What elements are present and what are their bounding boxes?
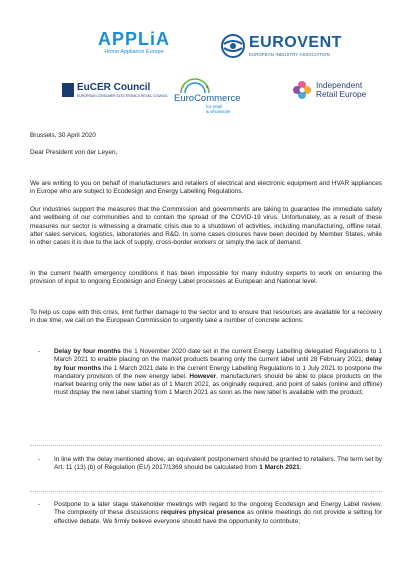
eurocommerce-logo-word: EuroCommerce [174, 93, 241, 104]
eucer-logo-word: EuCER Council [77, 82, 151, 93]
eurocommerce-logo-subtitle-2: & wholesale [206, 109, 231, 114]
salutation-text: Dear President von der Leyen, [30, 149, 118, 156]
action-3-strong-1: requires physical presence [160, 509, 245, 517]
applia-logo-subtitle: Home Appliance Europe [104, 49, 164, 55]
eucer-mark-icon [62, 83, 74, 97]
paragraph-1 [30, 180, 382, 197]
bullet-marker-1: - [38, 348, 41, 355]
eurovent-logo [220, 33, 342, 59]
action-item-2 [54, 456, 382, 473]
paragraph-2 [30, 206, 382, 247]
eucer-logo [62, 82, 168, 98]
action-item-1 [54, 348, 382, 398]
separator-1 [30, 445, 382, 446]
eurocommerce-arc-icon [178, 78, 212, 94]
ire-flower-icon [292, 80, 312, 100]
action-1-text-3: , manufacturers should be able to place products on the market bearing only the new label as of 1 March 2021, as originally required, and point of sales (online and offline) must display the new label starting from 1 March 2021 as soon as the new label is available with the product; [54, 372, 382, 397]
action-1-strong-1: Delay by four months [54, 348, 121, 355]
independent-retail-europe-logo [292, 80, 366, 100]
action-3-text-2: as online meetings do not provide a setting for effective debate. We firmly believe everyone should have the opportunity to contribute; [54, 509, 383, 525]
paragraph-3 [30, 270, 382, 287]
action-1-strong-3: However [189, 372, 217, 380]
action-1-strong-2: delay by four months [54, 356, 382, 372]
place-date-text: Brussels, 30 April 2020 [30, 132, 96, 139]
action-2-text-2: ; [299, 464, 302, 472]
bullet-marker-3: - [38, 501, 41, 508]
action-2-strong-1: 1 March 2021 [259, 464, 300, 472]
eurocommerce-logo-subtitle-1: for retail [206, 104, 223, 109]
eucer-logo-subtitle: EUROPEAN CONSUMER ELECTRONICS RETAIL COUNCIL [77, 94, 168, 98]
paragraph-4 [30, 309, 382, 326]
applia-logo [86, 30, 182, 55]
place-date [30, 132, 382, 140]
eurovent-logo-subtitle: EUROPEAN INDUSTRY ASSOCIATION [249, 52, 330, 57]
action-2-text-1: In line with the delay mentioned above, an equivalent postponement should be granted to retailers. The term set by Art. 11 (13) (b) of Regulation (EU) 2017/1369 should be calculated from [54, 456, 382, 472]
separator-2 [30, 491, 382, 492]
paragraph-1-text: We are writing to you on behalf of manufacturers and retailers of electrical and electronic equipment and HVAR appliances in Europe who are subject to Ecodesign and Energy Labelling Regulations. [30, 180, 382, 196]
action-3-text-1: Postpone to a later stage stakeholder meetings with regard to the ongoing Ecodesign and Energy Label review. The complexity of these discussions [54, 501, 382, 517]
paragraph-3-text: In the current health emergency conditions it has been impossible for many industry experts to work on ensuring the provision of input to ongoing Ecodesign and Energy Label processes at European and National level. [30, 270, 382, 286]
ire-logo-line-2: Retail Europe [316, 89, 367, 99]
eurovent-globe-icon [220, 33, 246, 59]
salutation [30, 149, 382, 157]
paragraph-2-text: Our industries support the measures that the Commission and governments are taking to guarantee the immediate safety and wellbeing of our communities and to contain the spread of the COVID-19 virus. Unfortunately, as a result of these measures our sector is witnessing a dramatic crisis due to a shutdown of activities, including manufacturing, offline retail, after sales services, logistics, laboratories and R&D. In some cases closures have been decided by Member States, while in other cases it is due to the lack of supply, cross-border workers or simply the lack of demand. [30, 206, 382, 247]
action-item-3 [54, 501, 382, 526]
applia-logo-word: APPLiA [97, 29, 170, 49]
action-1-text-2: the 1 March 2021 date in the current Energy Labelling Regulations to 1 July 2021 to postpone the mandatory provision of the new energy label. [54, 364, 382, 380]
paragraph-4-text: To help us cope with this crisis, limit further damage to the sector and to ensure that resources are available for a recovery in due time, we call on the European Commission to urgently take a number of concrete actions: [30, 309, 382, 325]
eurocommerce-logo [170, 78, 241, 114]
ire-logo-line-1: Independent [316, 79, 363, 90]
eurovent-logo-word: EUROVENT [249, 34, 342, 51]
bullet-marker-2: - [38, 456, 41, 463]
action-1-text-1: the 1 November 2020 date set in the current Energy Labelling delegated Regulations to 1 March 2021 to enable placing on the market products bearing only the current label until 28 February 2021; [54, 348, 382, 364]
